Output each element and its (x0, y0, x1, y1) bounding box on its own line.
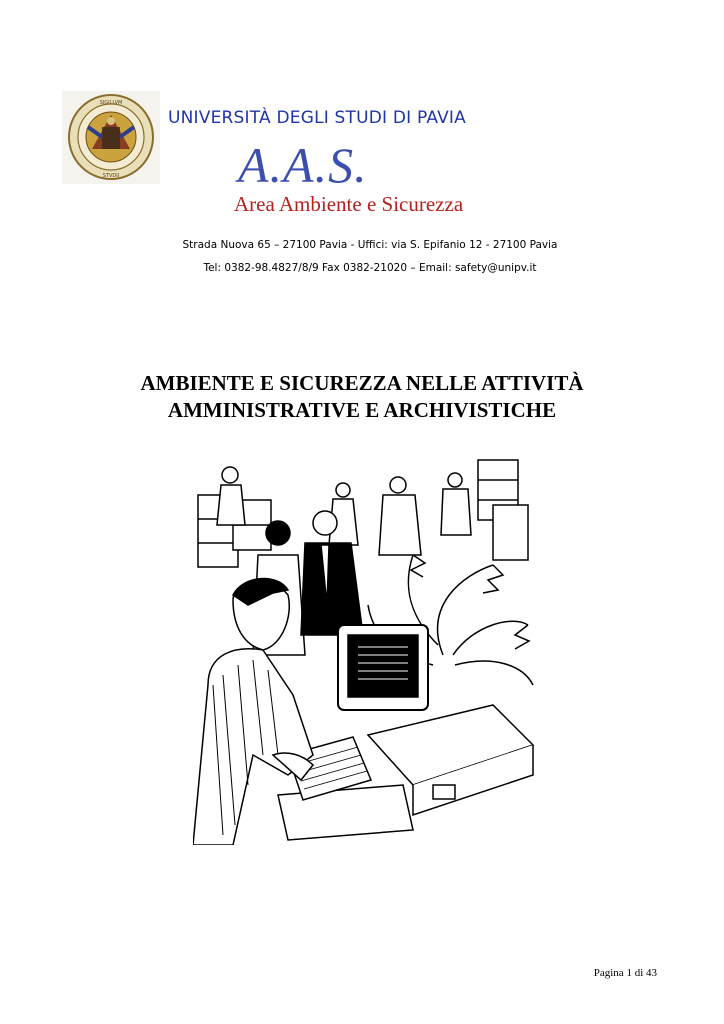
document-title (0, 370, 724, 424)
svg-text:SIGILLVM: SIGILLVM (99, 100, 123, 106)
aas-logo-subtitle: Area Ambiente e Sicurezza (234, 192, 464, 216)
document-title-line-2: AMMINISTRATIVE E ARCHIVISTICHE (167, 398, 557, 422)
office-illustration (193, 455, 535, 845)
university-seal (62, 91, 160, 184)
office-workers-computer-illustration (193, 455, 535, 845)
university-seal-icon (62, 91, 160, 184)
document-title-line-1: AMBIENTE E SICUREZZA NELLE ATTIVITÀ (140, 371, 584, 395)
contact-line: Tel: 0382-98.4827/8/9 Fax 0382-21020 – Email: safety@unipv.it (203, 262, 537, 274)
svg-text:STVDII: STVDII (102, 173, 120, 179)
university-name: UNIVERSITÀ DEGLI STUDI DI PAVIA (168, 108, 466, 128)
page-number: Pagina 1 di 43 (593, 967, 657, 979)
aas-logo (230, 137, 520, 225)
address-line: Strada Nuova 65 – 27100 Pavia - Uffici: via S. Epifanio 12 - 27100 Pavia (182, 239, 558, 251)
aas-logo-text: A.A.S. (238, 137, 368, 193)
